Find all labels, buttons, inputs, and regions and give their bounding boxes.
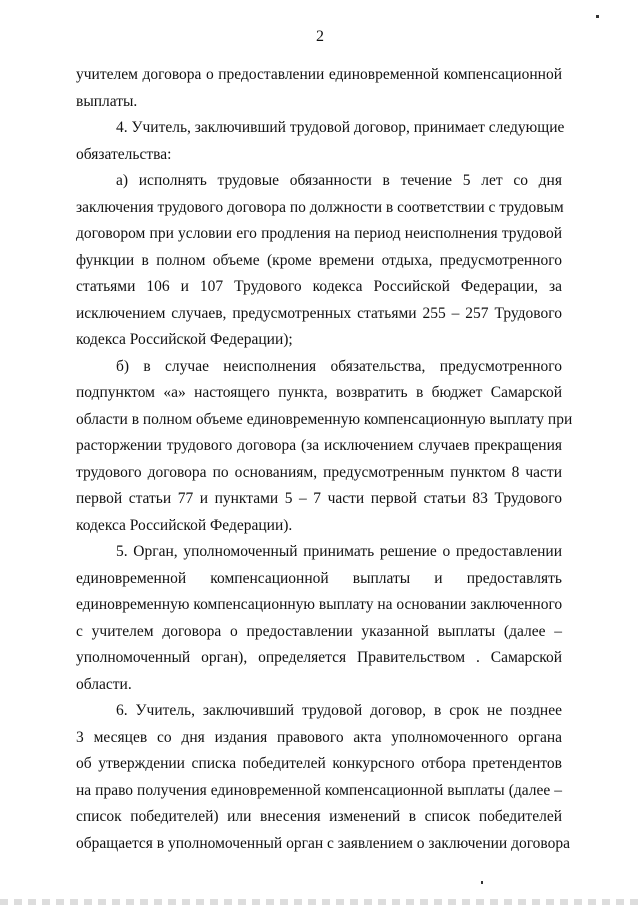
paragraph [76,354,573,540]
text-line: договором при условии его продления на период неисполнения трудовой [76,225,562,242]
scan-edge [0,899,640,905]
text-line: учителем договора о предоставлении единовременной компенсационной [76,66,562,83]
text-line: 4. Учитель, заключивший трудовой договор, принимает следующие [116,119,565,136]
text-line: статьями 106 и 107 Трудового кодекса Российской Федерации, за [76,278,562,295]
text-line: подпунктом «а» настоящего пункта, возвратить в бюджет Самарской [76,384,562,401]
paragraph [76,115,565,168]
text-line: единовременной компенсационной выплаты и предоставлять [76,569,562,587]
text-line: заключения трудового договора по должности в соответствии с трудовым [76,198,564,216]
text-line: исключением случаев, предусмотренных статьями 255 – 257 Трудового [76,304,562,322]
text-line: кодекса Российской Федерации). [76,516,293,534]
text-line: список победителей) или внесения изменений в список победителей [76,808,562,825]
text-line: обращается в уполномоченный орган с заявлением о заключении договора [76,834,571,852]
text-line: области. [76,675,132,693]
document-body [76,62,573,857]
text-line: первой статьи 77 и пунктами 5 – 7 части первой статьи 83 Трудового [76,490,562,507]
text-line: трудового договора по основаниям, предусмотренным пунктом 8 части [76,463,562,481]
text-line: б) в случае неисполнения обязательства, предусмотренного [116,357,562,375]
text-line: выплаты. [76,92,138,110]
paragraph [76,168,562,354]
text-line: об утверждении списка победителей конкурсного отбора претендентов [76,755,562,772]
scan-speck [481,881,483,884]
paragraph [76,539,562,698]
paragraph [76,62,562,115]
text-line: функции в полном объеме (кроме времени отдыха, предусмотренного [76,251,562,269]
text-line: с учителем договора о предоставлении указанной выплаты (далее – [76,622,562,640]
text-line: а) исполнять трудовые обязанности в течение 5 лет со дня [116,172,562,189]
text-line: 6. Учитель, заключивший трудовой договор, в срок не позднее [116,702,562,719]
text-line: кодекса Российской Федерации); [76,331,293,348]
scan-speck [596,15,599,18]
text-line: расторжении трудового договора (за исключением случаев прекращения [76,437,562,454]
text-line: на право получения единовременной компенсационной выплаты (далее – [76,781,562,799]
text-line: единовременную компенсационную выплату на основании заключенного [76,596,563,613]
text-line: 3 месяцев со дня издания правового акта уполномоченного органа [76,728,562,746]
page-number: 2 [316,28,324,45]
text-line: 5. Орган, уполномоченный принимать решение о предоставлении [116,543,562,560]
paragraph [76,698,571,857]
text-line: области в полном объеме единовременную компенсационную выплату при [76,410,573,428]
text-line: обязательства: [76,145,172,163]
text-line: уполномоченный орган), определяется Правительством . Самарской [76,649,562,666]
